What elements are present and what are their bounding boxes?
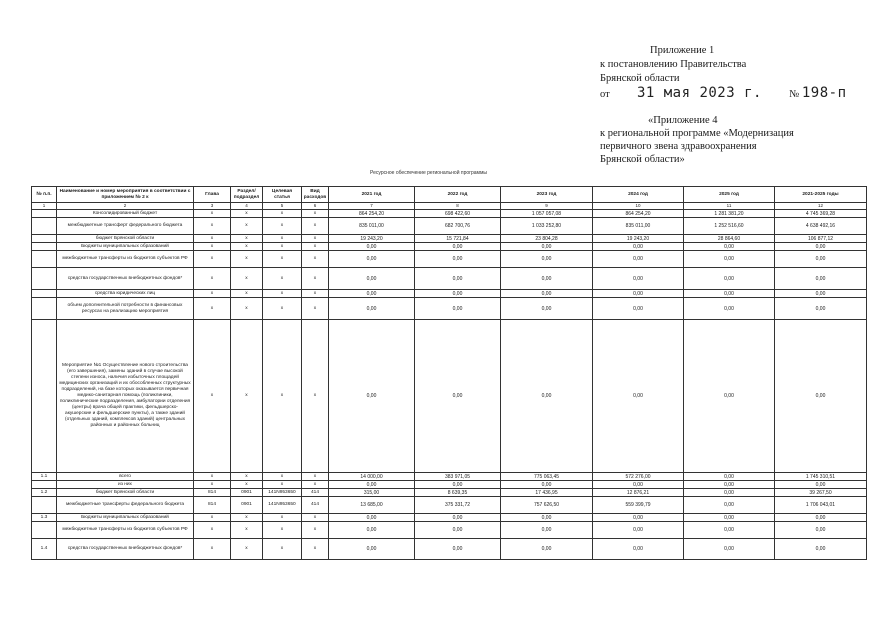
code-cell — [32, 218, 57, 235]
code-cell — [32, 481, 57, 489]
column-number: 11 — [684, 203, 775, 210]
code-cell: x — [231, 320, 263, 473]
code-cell: x — [302, 218, 329, 235]
code-cell: x — [263, 514, 302, 522]
code-cell: x — [194, 539, 231, 560]
value-cell: 0,00 — [501, 481, 593, 489]
code-cell: 1.4 — [32, 539, 57, 560]
appendix-line-4: Брянской области» — [600, 154, 685, 165]
table-row — [32, 489, 867, 497]
value-cell: 0,00 — [415, 320, 501, 473]
value-cell: 698 422,60 — [415, 210, 501, 218]
value-cell: 13 685,00 — [329, 497, 415, 514]
value-cell: 0,00 — [684, 243, 775, 251]
row-label-cell: средства государственных внебюджетных фондов* — [57, 268, 194, 290]
value-cell: 383 971,05 — [415, 473, 501, 481]
value-cell: 0,00 — [415, 298, 501, 320]
appendix-line-1: «Приложение 4 — [648, 115, 718, 126]
row-label-cell: межбюджетные трансферт федерального бюджета — [57, 218, 194, 235]
code-cell: x — [302, 320, 329, 473]
column-number: 5 — [263, 203, 302, 210]
table-row — [32, 514, 867, 522]
code-cell: x — [231, 235, 263, 243]
code-cell: x — [231, 218, 263, 235]
code-cell: 141N953650 — [263, 497, 302, 514]
value-cell: 0,00 — [329, 539, 415, 560]
value-cell: 0,00 — [684, 320, 775, 473]
value-cell: 0,00 — [684, 522, 775, 539]
table-row — [32, 497, 867, 514]
code-cell: x — [302, 522, 329, 539]
value-cell: 0,00 — [501, 251, 593, 268]
row-label-cell: всего — [57, 473, 194, 481]
code-cell: x — [302, 290, 329, 298]
value-cell: 0,00 — [775, 539, 867, 560]
row-label-cell: Бюджеты муниципальных образований — [57, 243, 194, 251]
table-row — [32, 473, 867, 481]
code-cell: x — [263, 320, 302, 473]
code-cell: x — [263, 522, 302, 539]
header-line-2: к постановлению Правительства — [600, 59, 747, 70]
row-label-cell: межбюджетные трансферты из бюджетов субъектов РФ — [57, 251, 194, 268]
value-cell: 0,00 — [329, 514, 415, 522]
column-number: 2 — [57, 203, 194, 210]
column-header: Глава — [194, 187, 231, 203]
code-cell: x — [263, 251, 302, 268]
code-cell: x — [194, 298, 231, 320]
value-cell: 19 243,20 — [593, 235, 684, 243]
value-cell: 0,00 — [593, 481, 684, 489]
code-cell: x — [194, 268, 231, 290]
code-cell: x — [302, 268, 329, 290]
value-cell: 0,00 — [415, 481, 501, 489]
table-row — [32, 218, 867, 235]
value-cell: 0,00 — [593, 539, 684, 560]
column-header: Раздел/ подраздел — [231, 187, 263, 203]
code-cell — [32, 298, 57, 320]
table-row — [32, 251, 867, 268]
appendix-line-2: к региональной программе «Модернизация — [600, 128, 794, 139]
value-cell: 775 063,45 — [501, 473, 593, 481]
code-cell: 414 — [302, 489, 329, 497]
code-cell: x — [194, 235, 231, 243]
code-cell: x — [302, 235, 329, 243]
column-number: 4 — [231, 203, 263, 210]
code-cell: x — [194, 218, 231, 235]
from-label: от — [600, 89, 610, 100]
table-row — [32, 210, 867, 218]
value-cell: 1 745 310,51 — [775, 473, 867, 481]
value-cell: 28 864,60 — [684, 235, 775, 243]
value-cell: 0,00 — [329, 290, 415, 298]
table-row — [32, 539, 867, 560]
code-cell — [32, 290, 57, 298]
value-cell: 1 706 043,01 — [775, 497, 867, 514]
value-cell: 8 639,35 — [415, 489, 501, 497]
value-cell: 0,00 — [501, 522, 593, 539]
code-cell — [32, 522, 57, 539]
code-cell: x — [231, 210, 263, 218]
code-cell: x — [263, 539, 302, 560]
row-label-cell: Мероприятие №1 Осуществление нового строительства (его завершения), замены зданий в случае высокой степени износа, наличия избыточных площадей медицинских организаций и их обособленных структурных подразделений, на базе которых оказывается первичная медико-санитарная помощь (поликлиники, поликлинические подразделения, амбулатории отделения (центры) врача общей практики, фельдшерско-акушерские и фельдшерские пункты), а также зданий (отдельных зданий, комплексов зданий) центральных районных и районных больниц — [57, 320, 194, 473]
table-header-row — [32, 187, 867, 203]
row-label-cell: Консолидированный бюджет — [57, 210, 194, 218]
value-cell: 0,00 — [329, 243, 415, 251]
approval-header — [600, 44, 880, 102]
resource-table — [31, 186, 867, 560]
code-cell — [32, 251, 57, 268]
value-cell: 682 700,76 — [415, 218, 501, 235]
value-cell: 0,00 — [415, 251, 501, 268]
value-cell: 864 254,20 — [329, 210, 415, 218]
code-cell: 1.3 — [32, 514, 57, 522]
code-cell — [32, 268, 57, 290]
row-label-cell: объем дополнительной потребности в финансовых ресурсах на реализацию мероприятия — [57, 298, 194, 320]
code-cell: x — [194, 243, 231, 251]
appendix-header — [600, 114, 880, 166]
code-cell: x — [302, 473, 329, 481]
code-cell: x — [263, 235, 302, 243]
code-cell: x — [302, 481, 329, 489]
value-cell: 0,00 — [593, 514, 684, 522]
value-cell: 0,00 — [415, 514, 501, 522]
value-cell: 835 011,00 — [329, 218, 415, 235]
value-cell: 4 638 492,16 — [775, 218, 867, 235]
row-label-cell: Бюджеты муниципальных образований — [57, 514, 194, 522]
table-row — [32, 290, 867, 298]
column-header: Целевая статья — [263, 187, 302, 203]
column-header: 2022 год — [415, 187, 501, 203]
value-cell: 0,00 — [501, 320, 593, 473]
code-cell: x — [302, 243, 329, 251]
code-cell: x — [231, 514, 263, 522]
value-cell: 0,00 — [415, 290, 501, 298]
handwritten-date: 31 мая 2023 г. — [636, 85, 762, 101]
code-cell: x — [263, 298, 302, 320]
value-cell: 0,00 — [775, 243, 867, 251]
value-cell: 0,00 — [684, 268, 775, 290]
row-label-cell: из них — [57, 481, 194, 489]
value-cell: 0,00 — [593, 298, 684, 320]
code-cell: x — [231, 251, 263, 268]
value-cell: 0,00 — [775, 514, 867, 522]
value-cell: 835 011,00 — [593, 218, 684, 235]
code-cell: 814 — [194, 497, 231, 514]
value-cell: 0,00 — [501, 539, 593, 560]
value-cell: 0,00 — [775, 320, 867, 473]
value-cell: 0,00 — [501, 290, 593, 298]
code-cell: x — [263, 210, 302, 218]
value-cell: 0,00 — [329, 268, 415, 290]
column-header: 2021-2025 годы — [775, 187, 867, 203]
column-number: 9 — [501, 203, 593, 210]
column-header: 2024 год — [593, 187, 684, 203]
code-cell: x — [231, 481, 263, 489]
code-cell: x — [231, 522, 263, 539]
value-cell: 0,00 — [684, 497, 775, 514]
value-cell: 757 626,50 — [501, 497, 593, 514]
column-number: 6 — [302, 203, 329, 210]
code-cell: 141N953650 — [263, 489, 302, 497]
value-cell: 0,00 — [501, 243, 593, 251]
row-label-cell: межбюджетные трансферты из бюджетов субъектов РФ — [57, 522, 194, 539]
column-header: 2023 год — [501, 187, 593, 203]
table-row — [32, 268, 867, 290]
column-number: 1 — [32, 203, 57, 210]
code-cell: x — [263, 218, 302, 235]
code-cell — [32, 320, 57, 473]
code-cell: x — [231, 268, 263, 290]
value-cell: 17 436,95 — [501, 489, 593, 497]
value-cell: 106 877,12 — [775, 235, 867, 243]
table-caption: Ресурсное обеспечение региональной программы — [370, 170, 488, 176]
value-cell: 0,00 — [593, 251, 684, 268]
value-cell: 1 057 057,08 — [501, 210, 593, 218]
value-cell: 4 745 369,28 — [775, 210, 867, 218]
value-cell: 0,00 — [684, 489, 775, 497]
row-label-cell: бюджет Брянской области — [57, 489, 194, 497]
code-cell — [32, 497, 57, 514]
value-cell: 0,00 — [329, 320, 415, 473]
code-cell — [32, 210, 57, 218]
code-cell: 414 — [302, 497, 329, 514]
code-cell: x — [194, 320, 231, 473]
code-cell: x — [194, 522, 231, 539]
code-cell: x — [231, 539, 263, 560]
header-date-line — [600, 86, 880, 102]
value-cell: 0,00 — [593, 290, 684, 298]
row-label-cell: средства юридических лиц — [57, 290, 194, 298]
value-cell: 1 033 252,80 — [501, 218, 593, 235]
value-cell: 0,00 — [329, 251, 415, 268]
value-cell: 0,00 — [329, 481, 415, 489]
code-cell: x — [194, 251, 231, 268]
code-cell: x — [263, 473, 302, 481]
value-cell: 559 399,79 — [593, 497, 684, 514]
appendix-line-3: первичного звена здравоохранения — [600, 141, 757, 152]
value-cell: 12 876,21 — [593, 489, 684, 497]
row-label-cell: средства государственных внебюджетных фондов* — [57, 539, 194, 560]
code-cell: x — [302, 298, 329, 320]
code-cell: x — [231, 298, 263, 320]
code-cell: x — [263, 268, 302, 290]
value-cell: 0,00 — [684, 298, 775, 320]
value-cell: 315,00 — [329, 489, 415, 497]
table-row — [32, 320, 867, 473]
value-cell: 0,00 — [775, 290, 867, 298]
code-cell: x — [231, 243, 263, 251]
value-cell: 0,00 — [684, 473, 775, 481]
table-row — [32, 235, 867, 243]
column-header: Наименование и номер мероприятия в соответствии с приложением № 2 к — [57, 187, 194, 203]
code-cell: 814 — [194, 489, 231, 497]
column-header: № п.п. — [32, 187, 57, 203]
code-cell: x — [302, 210, 329, 218]
value-cell: 0,00 — [775, 268, 867, 290]
column-header: 2021 год — [329, 187, 415, 203]
value-cell: 572 276,00 — [593, 473, 684, 481]
column-header: Вид расходов — [302, 187, 329, 203]
table-row — [32, 481, 867, 489]
table-row — [32, 243, 867, 251]
value-cell: 0,00 — [593, 268, 684, 290]
table-row — [32, 298, 867, 320]
column-number-row — [32, 203, 867, 210]
column-number: 3 — [194, 203, 231, 210]
value-cell: 14 000,00 — [329, 473, 415, 481]
value-cell: 0,00 — [415, 243, 501, 251]
value-cell: 0,00 — [415, 539, 501, 560]
value-cell: 0,00 — [415, 522, 501, 539]
value-cell: 1 252 516,60 — [684, 218, 775, 235]
row-label-cell: бюджет Брянской области — [57, 235, 194, 243]
value-cell: 15 721,84 — [415, 235, 501, 243]
code-cell: x — [263, 290, 302, 298]
value-cell: 0,00 — [775, 522, 867, 539]
code-cell: x — [263, 481, 302, 489]
header-line-1: Приложение 1 — [650, 45, 715, 56]
code-cell: x — [194, 210, 231, 218]
column-header: 2025 год — [684, 187, 775, 203]
value-cell: 0,00 — [593, 522, 684, 539]
value-cell: 0,00 — [684, 251, 775, 268]
header-line-3: Брянской области — [600, 73, 680, 84]
column-number: 8 — [415, 203, 501, 210]
column-number: 10 — [593, 203, 684, 210]
value-cell: 0,00 — [775, 251, 867, 268]
code-cell: x — [231, 473, 263, 481]
code-cell: x — [302, 251, 329, 268]
value-cell: 0,00 — [684, 514, 775, 522]
code-cell: x — [194, 481, 231, 489]
code-cell: 0901 — [231, 497, 263, 514]
value-cell: 0,00 — [684, 290, 775, 298]
value-cell: 0,00 — [415, 268, 501, 290]
value-cell: 0,00 — [329, 298, 415, 320]
value-cell: 0,00 — [684, 481, 775, 489]
code-cell: x — [194, 473, 231, 481]
code-cell: x — [302, 514, 329, 522]
code-cell: x — [194, 514, 231, 522]
row-label-cell: межбюджетные трансферты федерального бюджета — [57, 497, 194, 514]
code-cell: x — [263, 243, 302, 251]
value-cell: 0,00 — [775, 298, 867, 320]
value-cell: 0,00 — [501, 268, 593, 290]
value-cell: 864 254,20 — [593, 210, 684, 218]
value-cell: 1 281 381,20 — [684, 210, 775, 218]
value-cell: 0,00 — [501, 298, 593, 320]
value-cell: 0,00 — [593, 320, 684, 473]
code-cell: 0901 — [231, 489, 263, 497]
column-number: 12 — [775, 203, 867, 210]
table-row — [32, 522, 867, 539]
code-cell: x — [194, 290, 231, 298]
value-cell: 0,00 — [593, 243, 684, 251]
value-cell: 0,00 — [684, 539, 775, 560]
code-cell: x — [231, 290, 263, 298]
code-cell — [32, 235, 57, 243]
code-cell: x — [302, 539, 329, 560]
value-cell: 0,00 — [775, 481, 867, 489]
number-label: № — [789, 89, 800, 100]
code-cell: 1.1 — [32, 473, 57, 481]
value-cell: 0,00 — [501, 514, 593, 522]
handwritten-number: 198-п — [801, 85, 847, 101]
value-cell: 39 267,50 — [775, 489, 867, 497]
code-cell: 1.2 — [32, 489, 57, 497]
value-cell: 19 243,20 — [329, 235, 415, 243]
value-cell: 0,00 — [329, 522, 415, 539]
column-number: 7 — [329, 203, 415, 210]
value-cell: 23 804,28 — [501, 235, 593, 243]
value-cell: 375 331,72 — [415, 497, 501, 514]
code-cell — [32, 243, 57, 251]
